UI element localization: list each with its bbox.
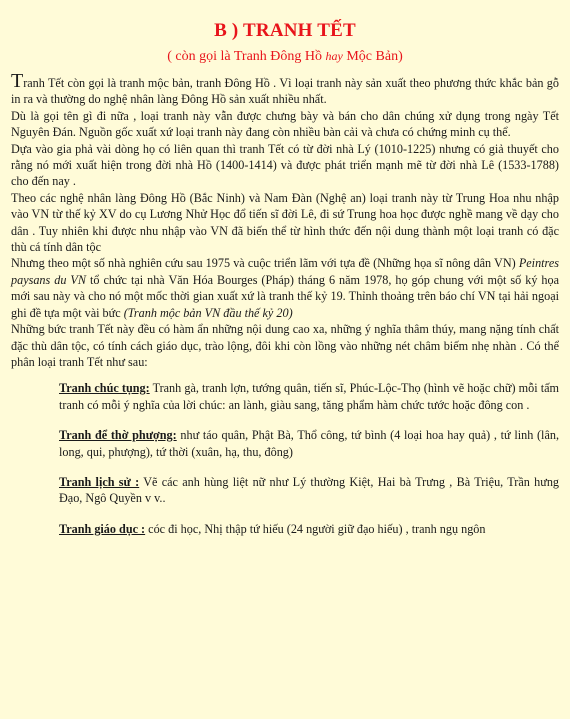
page-subtitle <box>11 42 559 66</box>
category-item <box>59 521 559 537</box>
para5-caption: (Tranh mộc bản VN đầu thế kỷ 20) <box>123 305 293 320</box>
paragraph: Dù là gọi tên gì đi nữa , loại tranh này vẫn được chưng bày và bán cho dân chúng xử dụng trong ngày Tết Nguyên Đán. Nguồn gốc xuất xứ loại tranh này đang còn nhiều bàn cải và chưa có chứng minh cụ thể. <box>11 108 559 140</box>
intro-paragraph <box>11 70 559 108</box>
category-label: Tranh lịch sử : <box>59 474 140 489</box>
category-item <box>59 380 559 413</box>
category-list <box>59 380 559 537</box>
para5-text-a: Nhưng theo một số nhà nghiên cứu sau 1975 và cuộc triển lãm với tựa đề (Những họa sĩ nông dân VN) <box>11 256 516 271</box>
para5-exhibition-title: Peintres paysans du VN <box>11 256 559 287</box>
category-label: Tranh giáo dục : <box>59 521 146 536</box>
paragraph <box>11 255 559 321</box>
intro-text: ranh Tết còn gọi là tranh mộc bản, tranh Đông Hồ . Vì loại tranh này sản xuất theo phương thức khắc bản gỗ in ra và thường do nghệ nhân làng Đông Hồ sản xuất nhiều nhất. <box>11 76 559 107</box>
paragraph: Theo các nghệ nhân làng Đông Hồ (Bắc Ninh) và Nam Đàn (Nghệ an) loại tranh này từ Trung Hoa nhu nhập vào VN từ thế kỷ XV do cụ Lương Nhử Học đổ tiến sĩ đời Lê, đi sứ Trung hoa học được nghề mang về dạy cho dân . Tuy nhiên khi được nhu nhập vào VN đã biến thể từ hình thức đến nội dung thành một loại tranh có đặc thù cá tính dân tộc <box>11 190 559 255</box>
page-title: B ) TRANH TẾT <box>214 20 356 41</box>
subtitle-or: hay <box>325 49 343 63</box>
category-text: cóc đi học, Nhị thập tứ hiếu (24 người giữ đạo hiếu) , tranh ngụ ngôn <box>145 521 486 536</box>
para5-text-c: tổ chức tại nhà Văn Hóa Bourges (Pháp) tháng 6 năm 1978, họ góp chung với một số ký họa mới sau này và cho nó một mốc thời gian xuất xứ là tranh thế kỷ 19. Thỉnh thoảng trên báo chí VN tại hải ngoại ghi đề tựa một vài bức <box>11 272 559 320</box>
paragraph: Dựa vào gia phả vài dòng họ có liên quan thì tranh Tết có từ đời nhà Lý (1010-1225) nhưng có giả thuyết cho rằng nó mới xuất hiện trong đời nhà Hồ (1400-1414) và được phát triển mạnh mẽ từ đời nhà Lê (1533-1788) cho đến nay . <box>11 141 559 189</box>
category-label: Tranh chúc tụng: <box>59 381 150 396</box>
category-label: Tranh để thờ phượng: <box>59 428 177 443</box>
category-text: Tranh gà, tranh lợn, tướng quân, tiến sĩ, Phúc-Lộc-Thọ (hình vẽ hoặc chữ) mỗi tấm tranh có mỗi ý nghĩa của lời chúc: an lành, giàu sang, tăng phẩm hàm chức tước hoặc đông con . <box>59 381 559 412</box>
drop-cap: T <box>11 70 24 92</box>
category-text: như táo quân, Phật Bà, Thổ công, tứ bình (4 loại hoa hay quả) , tứ linh (lân, long, qui, phượng), tứ thời (xuân, hạ, thu, đông) <box>59 428 559 459</box>
subtitle-part-a: ( còn gọi là Tranh Đông Hồ <box>167 49 323 64</box>
category-item <box>59 427 559 460</box>
category-text: Vẽ các anh hùng liệt nữ như Lý thường Kiệt, Hai bà Trưng , Bà Triệu, Trần hưng Đạo, Ngô Quyền v v.. <box>59 474 560 506</box>
paragraph: Những bức tranh Tết này đều có hàm ẩn những nội dung cao xa, những ý nghĩa thâm thúy, mang nặng tính chất đặc thù dân tộc, có tính cách giáo dục, trào lộng, đôi khi còn lồng vào những nét châm biếm nhẹ nhàn . Có thể phân loại tranh Tết như sau: <box>11 322 559 369</box>
article-body <box>11 70 559 370</box>
category-item <box>59 474 559 507</box>
subtitle-part-b: Mộc Bản) <box>346 49 403 64</box>
